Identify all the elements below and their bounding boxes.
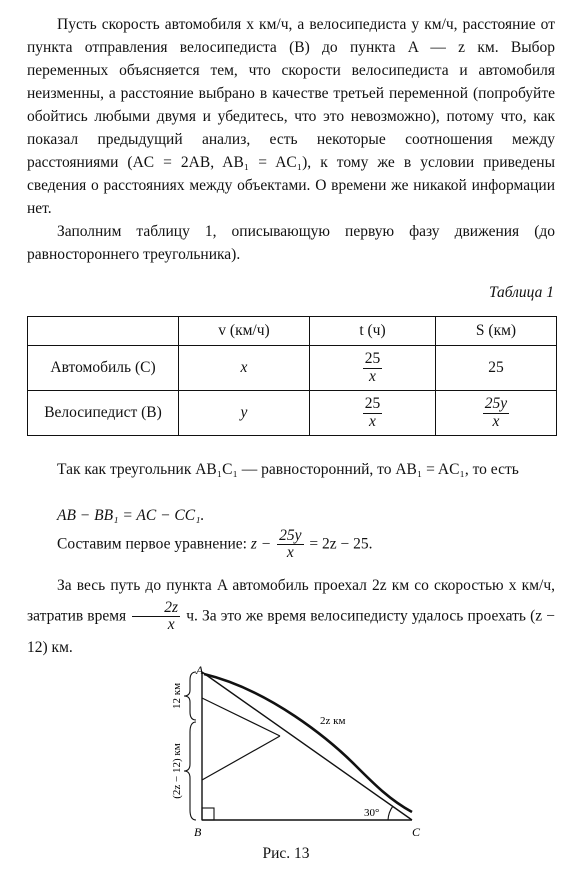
fraction-numerator: 25 [364, 395, 381, 413]
car-time-tail: ч. За это же время велосипедисту удалось проехать (z − 12) км. [27, 607, 555, 656]
paragraph-intro: Пусть скорость автомобиля x км/ч, а велосипедиста y км/ч, расстояние от пункта отправления велосипедиста (B) до пункта A — z км. Выбор переменных объясняется тем, что скорости велосипедиста и автомобиля неизменны, а расстояние выбрано в качестве третьей переменной (попробуйте обойтись любыми двумя и убедитесь, что это невозможно), потому что, как показал предыдущий анализ, есть некоторые соотношения между расстояниями (AC = 2AB, AB₁ = AC₁), к тому же в условии приведены сведения о расстояниях между объектами. О времени же никакой информации нет. [27, 16, 555, 217]
car-time-text: За весь путь до пункта A автомобиль проехал 2z км со скоростью x км/ч, затратив время [27, 577, 555, 625]
paragraph-table-intro: Заполним таблицу 1, описывающую первую фазу движения (до равностороннего треугольника). [27, 223, 555, 263]
cell-time [310, 346, 436, 391]
cell-distance [436, 391, 557, 436]
line-inner [202, 736, 280, 780]
table-header-cell: t (ч) [310, 317, 436, 346]
table-row [28, 391, 557, 436]
equation-left: z − [250, 535, 272, 553]
fraction-denominator: x [492, 412, 500, 430]
cell-speed: x [179, 346, 310, 391]
cell-distance: 25 [436, 346, 557, 391]
row-label: Велосипедист (B) [28, 391, 179, 436]
side-ac [202, 672, 412, 820]
table-header-cell [28, 317, 179, 346]
brace-z12 [184, 722, 196, 820]
fraction-numerator: 25 [364, 350, 381, 368]
time-fraction [363, 351, 383, 385]
equation-prefix: Составим первое уравнение: [57, 535, 247, 553]
brace-12 [184, 672, 196, 720]
fraction-numerator: 2z [132, 600, 180, 617]
equation-segments: AB − BB₁ = AC − CC₁. [57, 507, 205, 524]
distance-fraction [483, 396, 509, 430]
cell-time [310, 391, 436, 436]
label-30deg: 30° [364, 807, 380, 819]
equation-fraction [277, 528, 303, 562]
angle-arc [388, 806, 393, 820]
fraction-numerator: 25y [484, 395, 508, 413]
fraction-denominator: x [369, 412, 376, 430]
label-c: C [412, 825, 421, 839]
table-caption: Таблица 1 [488, 284, 554, 301]
figure-caption: Рис. 13 [262, 845, 310, 862]
table-row [28, 346, 557, 391]
table-header-cell: S (км) [436, 317, 557, 346]
table-header-row [28, 317, 557, 346]
line-b1c1 [202, 698, 280, 736]
triangle-diagram [150, 660, 430, 840]
equation-first [57, 528, 373, 562]
data-table [27, 316, 557, 436]
fraction-denominator: x [167, 616, 175, 634]
label-a: A [196, 663, 204, 677]
time-fraction [132, 600, 180, 634]
cell-speed: y [179, 391, 310, 436]
time-fraction [363, 396, 383, 430]
label-12km: 12 км [171, 682, 183, 710]
fraction-denominator: x [369, 367, 376, 385]
fraction-denominator: x [286, 544, 294, 562]
paragraph-triangle: Так как треугольник AB₁C₁ — равносторонний, то AB₁ = AC₁, то есть [57, 461, 519, 478]
label-2zkm: 2z км [320, 715, 346, 727]
equation-right: = 2z − 25. [309, 535, 373, 553]
right-angle-mark [202, 808, 214, 820]
label-b: B [194, 825, 202, 839]
paragraph-car-time [27, 572, 555, 662]
label-z12km: (2z − 12) км [171, 743, 183, 799]
fraction-numerator: 25y [279, 527, 302, 544]
table-header-cell: v (км/ч) [179, 317, 310, 346]
row-label: Автомобиль (C) [28, 346, 179, 391]
figure-triangle [150, 660, 430, 845]
